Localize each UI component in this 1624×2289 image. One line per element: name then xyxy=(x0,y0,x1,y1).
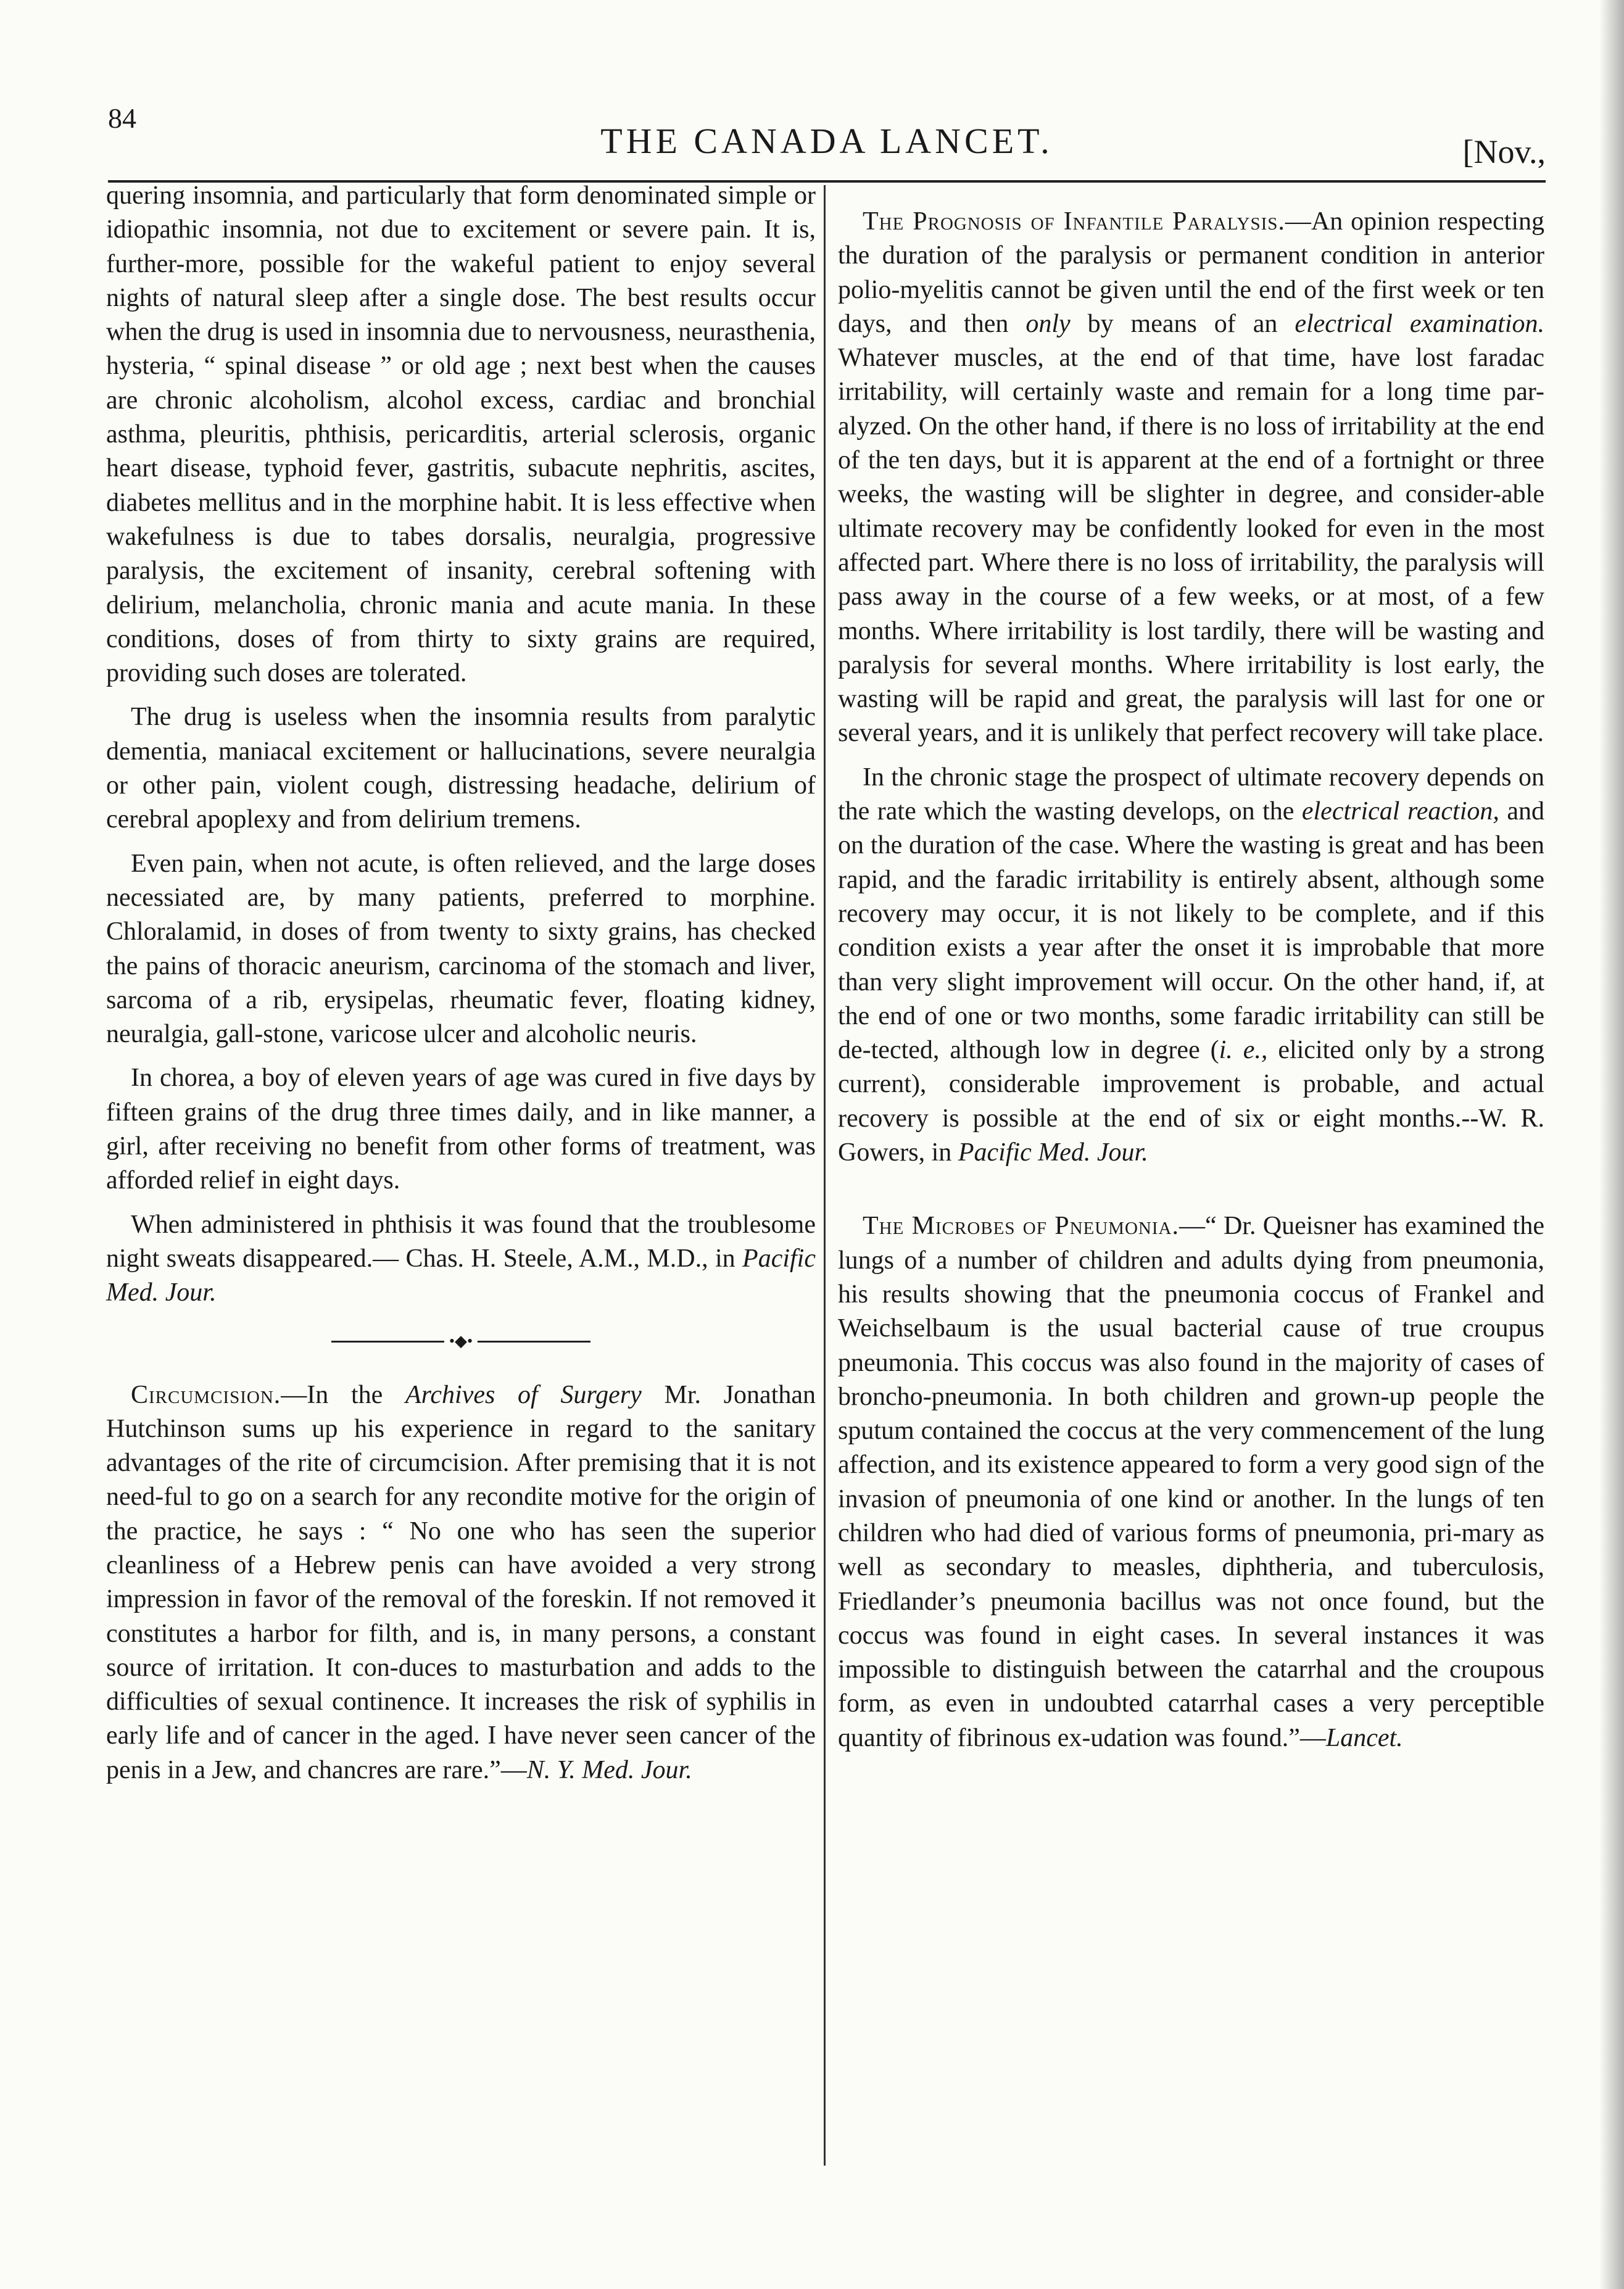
left-column xyxy=(106,179,816,1797)
prognosis-electrical-reaction: electrical reaction, xyxy=(1301,797,1499,826)
prognosis-paragraph-1 xyxy=(838,205,1544,751)
circumcision-heading: Circumcision. xyxy=(131,1380,281,1409)
prognosis-ie: i. e., xyxy=(1219,1036,1268,1065)
microbes-source: Lancet. xyxy=(1325,1723,1403,1752)
chloralamid-paragraph-3: Even pain, when not acute, is often relieved, and the large doses necessiated are, by many patients, preferred to morphine. Chloralamid, in doses of from twenty to sixty grains, has checked the pains of thoracic aneurism, carcinoma of the stomach and liver, sarcoma of a rib, erysipelas, rheumatic fever, floating kidney, neuralgia, gall-stone, varicose ulcer and alcoholic neuris. xyxy=(106,849,816,1049)
prognosis-text-a: —An opinion respecting the duration of the paralysis or permanent condition in anterior polio-myelitis cannot be given until the end of the first week or ten days, and then xyxy=(838,207,1544,338)
prognosis-text-b: by means of an xyxy=(1070,309,1295,338)
prognosis-p2-text-b: and on the duration of the case. Where the wasting is great and has been rapid, and the faradic irritability is entirely absent, although some recovery may occur, it is not likely to be complete, and if this condition exists a year after the onset it is improbable that more than very slight improvement will occur. On the other hand, if, at the end of one or two months, some faradic irritability can still be de-tected, although low in degree ( xyxy=(838,797,1544,1065)
ornament-dots: •◆• xyxy=(444,1335,478,1347)
running-head xyxy=(108,102,1546,170)
chloralamid-paragraph-2: The drug is useless when the insomnia results from paralytic dementia, maniacal excitement or hallucinations, severe neuralgia or other pain, violent cough, distressing headache, delirium of cerebral apoplexy and from delirium tremens. xyxy=(106,703,816,834)
prognosis-text-c: Whatever muscles, at the end of that time, have lost faradac irritability, will certainly waste and remain for a long time par-alyzed. On the other hand, if there is no loss of irritability at the end of the ten days, but it is apparent at the end of a fortnight or three weeks, the wasting will be slighter in degree, and consider-able ultimate recovery may be confidently looked for even in the most affected part. Where there is no loss of irritability, the paralysis will pass away in the course of a few weeks, or at most, of a few months. Where irritability is lost tardily, there will be wasting and paralysis for several months. Where irritability is lost early, the wasting will be rapid and great, the paralysis will last for one or several years, and it is unlikely that perfect recovery will take place. xyxy=(838,344,1544,748)
circumcision-dash: —In the xyxy=(281,1380,405,1409)
section-ornament xyxy=(331,1331,590,1350)
section-gap xyxy=(838,1180,1544,1209)
prognosis-p2-text-a: In the chronic stage the prospect of ultimate recovery depends on the rate which the wasting develops, on the xyxy=(838,763,1544,826)
issue-month: [Nov., xyxy=(1462,133,1546,170)
page-number: 84 xyxy=(108,102,136,134)
microbes-body: —“ Dr. Queisner has examined the lungs of a number of children and adults dying from pneumonia, his results showing that the pneumonia coccus of Frankel and Weichselbaum is the usual bacterial cause of true croupus pneumonia. This coccus was also found in the majority of cases of broncho-pneumonia. In both children and grown-up people the sputum contained the coccus at the very commencement of the lung affection, and its existence appeared to form a very good sign of the invasion of pneumonia of one kind or another. In the lungs of ten children who had died of various forms of pneumonia, pri-mary as well as secondary to measles, diphtheria, and tuberculosis, Friedlander’s pneumonia bacillus was not once found, but the coccus was found in eight cases. In several instances it was impossible to distinguish between the catarrhal and the croupous form, as even in undoubted catarrhal cases a very perceptible quantity of fibrinous ex-udation was found.”— xyxy=(838,1212,1544,1752)
right-column xyxy=(838,205,1544,1765)
prognosis-only: only xyxy=(1025,309,1071,338)
chloralamid-paragraph-1: quering insomnia, and particularly that form denominated simple or idiopathic insomnia, not due to excitement or severe pain. It is, further-more, possible for the wakeful patient to enjoy several nights of natural sleep after a single dose. The best results occur when the drug is used in insomnia due to nervousness, neurasthenia, hysteria, “ spinal disease ” or old age ; next best when the causes are chronic alcoholism, alcohol excess, cardiac and bronchial asthma, pleuritis, phthisis, pericarditis, arterial sclerosis, organic heart disease, typhoid fever, gastritis, subacute nephritis, ascites, diabetes mellitus and in the morphine habit. It is less effective when wakefulness is due to tabes dorsalis, neuralgia, progressive paralysis, the excitement of insanity, cerebral softening with delirium, melancholia, chronic mania and acute mania. In these conditions, doses of from thirty to sixty grains are required, providing such doses are tolerated. xyxy=(106,181,816,688)
prognosis-heading: The Prognosis of Infantile Paralysis. xyxy=(863,207,1285,236)
circumcision-body: Mr. Jonathan Hutchinson sums up his experience in regard to the sanitary advantages of the rite of circumcision. After premising that it is not need-ful to go on a search for any recondite motive for the origin of the practice, he says : “ No one who has seen the superior cleanliness of a Hebrew penis can have avoided a very strong impression in favor of the removal of the foreskin. If not removed it constitutes a harbor for filth, and is, in many persons, a constant source of irritation. It con-duces to masturbation and adds to the difficulties of sexual continence. It increases the risk of syphilis in early life and of cancer in the aged. I have never seen cancer of the penis in a Jew, and chancres are rare.”— xyxy=(106,1380,816,1784)
circumcision-article xyxy=(106,1378,816,1788)
chloralamid-paragraph-4: In chorea, a boy of eleven years of age was cured in five days by fifteen grains of the drug three times daily, and in like manner, a girl, after receiving no benefit from other forms of treatment, was afforded relief in eight days. xyxy=(106,1064,816,1195)
journal-title: THE CANADA LANCET. xyxy=(600,121,1053,161)
prognosis-p2-text-c: elicited only by a strong current), considerable improvement is probable, and actual recovery is possible at the end of six or eight months.--W. R. Gowers, in xyxy=(838,1036,1544,1167)
chloralamid-source: Pacific Med. Jour. xyxy=(106,1244,816,1307)
circumcision-source: N. Y. Med. Jour. xyxy=(526,1755,692,1784)
microbes-article xyxy=(838,1209,1544,1755)
microbes-heading: The Microbes of Pneumonia. xyxy=(863,1212,1179,1241)
page-edge-shadow xyxy=(1599,0,1624,2289)
prognosis-electrical-exam: electrical examination. xyxy=(1295,309,1544,338)
circumcision-journal: Archives of Surgery xyxy=(405,1380,642,1409)
chloralamid-paragraph-5 xyxy=(106,1208,816,1310)
prognosis-source: Pacific Med. Jour. xyxy=(958,1138,1148,1167)
chloralamid-paragraph-5-text: When administered in phthisis it was found that the troublesome night sweats disappeared.— Chas. H. Steele, A.M., M.D., in xyxy=(106,1210,816,1273)
prognosis-paragraph-2 xyxy=(838,761,1544,1170)
column-divider xyxy=(824,185,826,2166)
